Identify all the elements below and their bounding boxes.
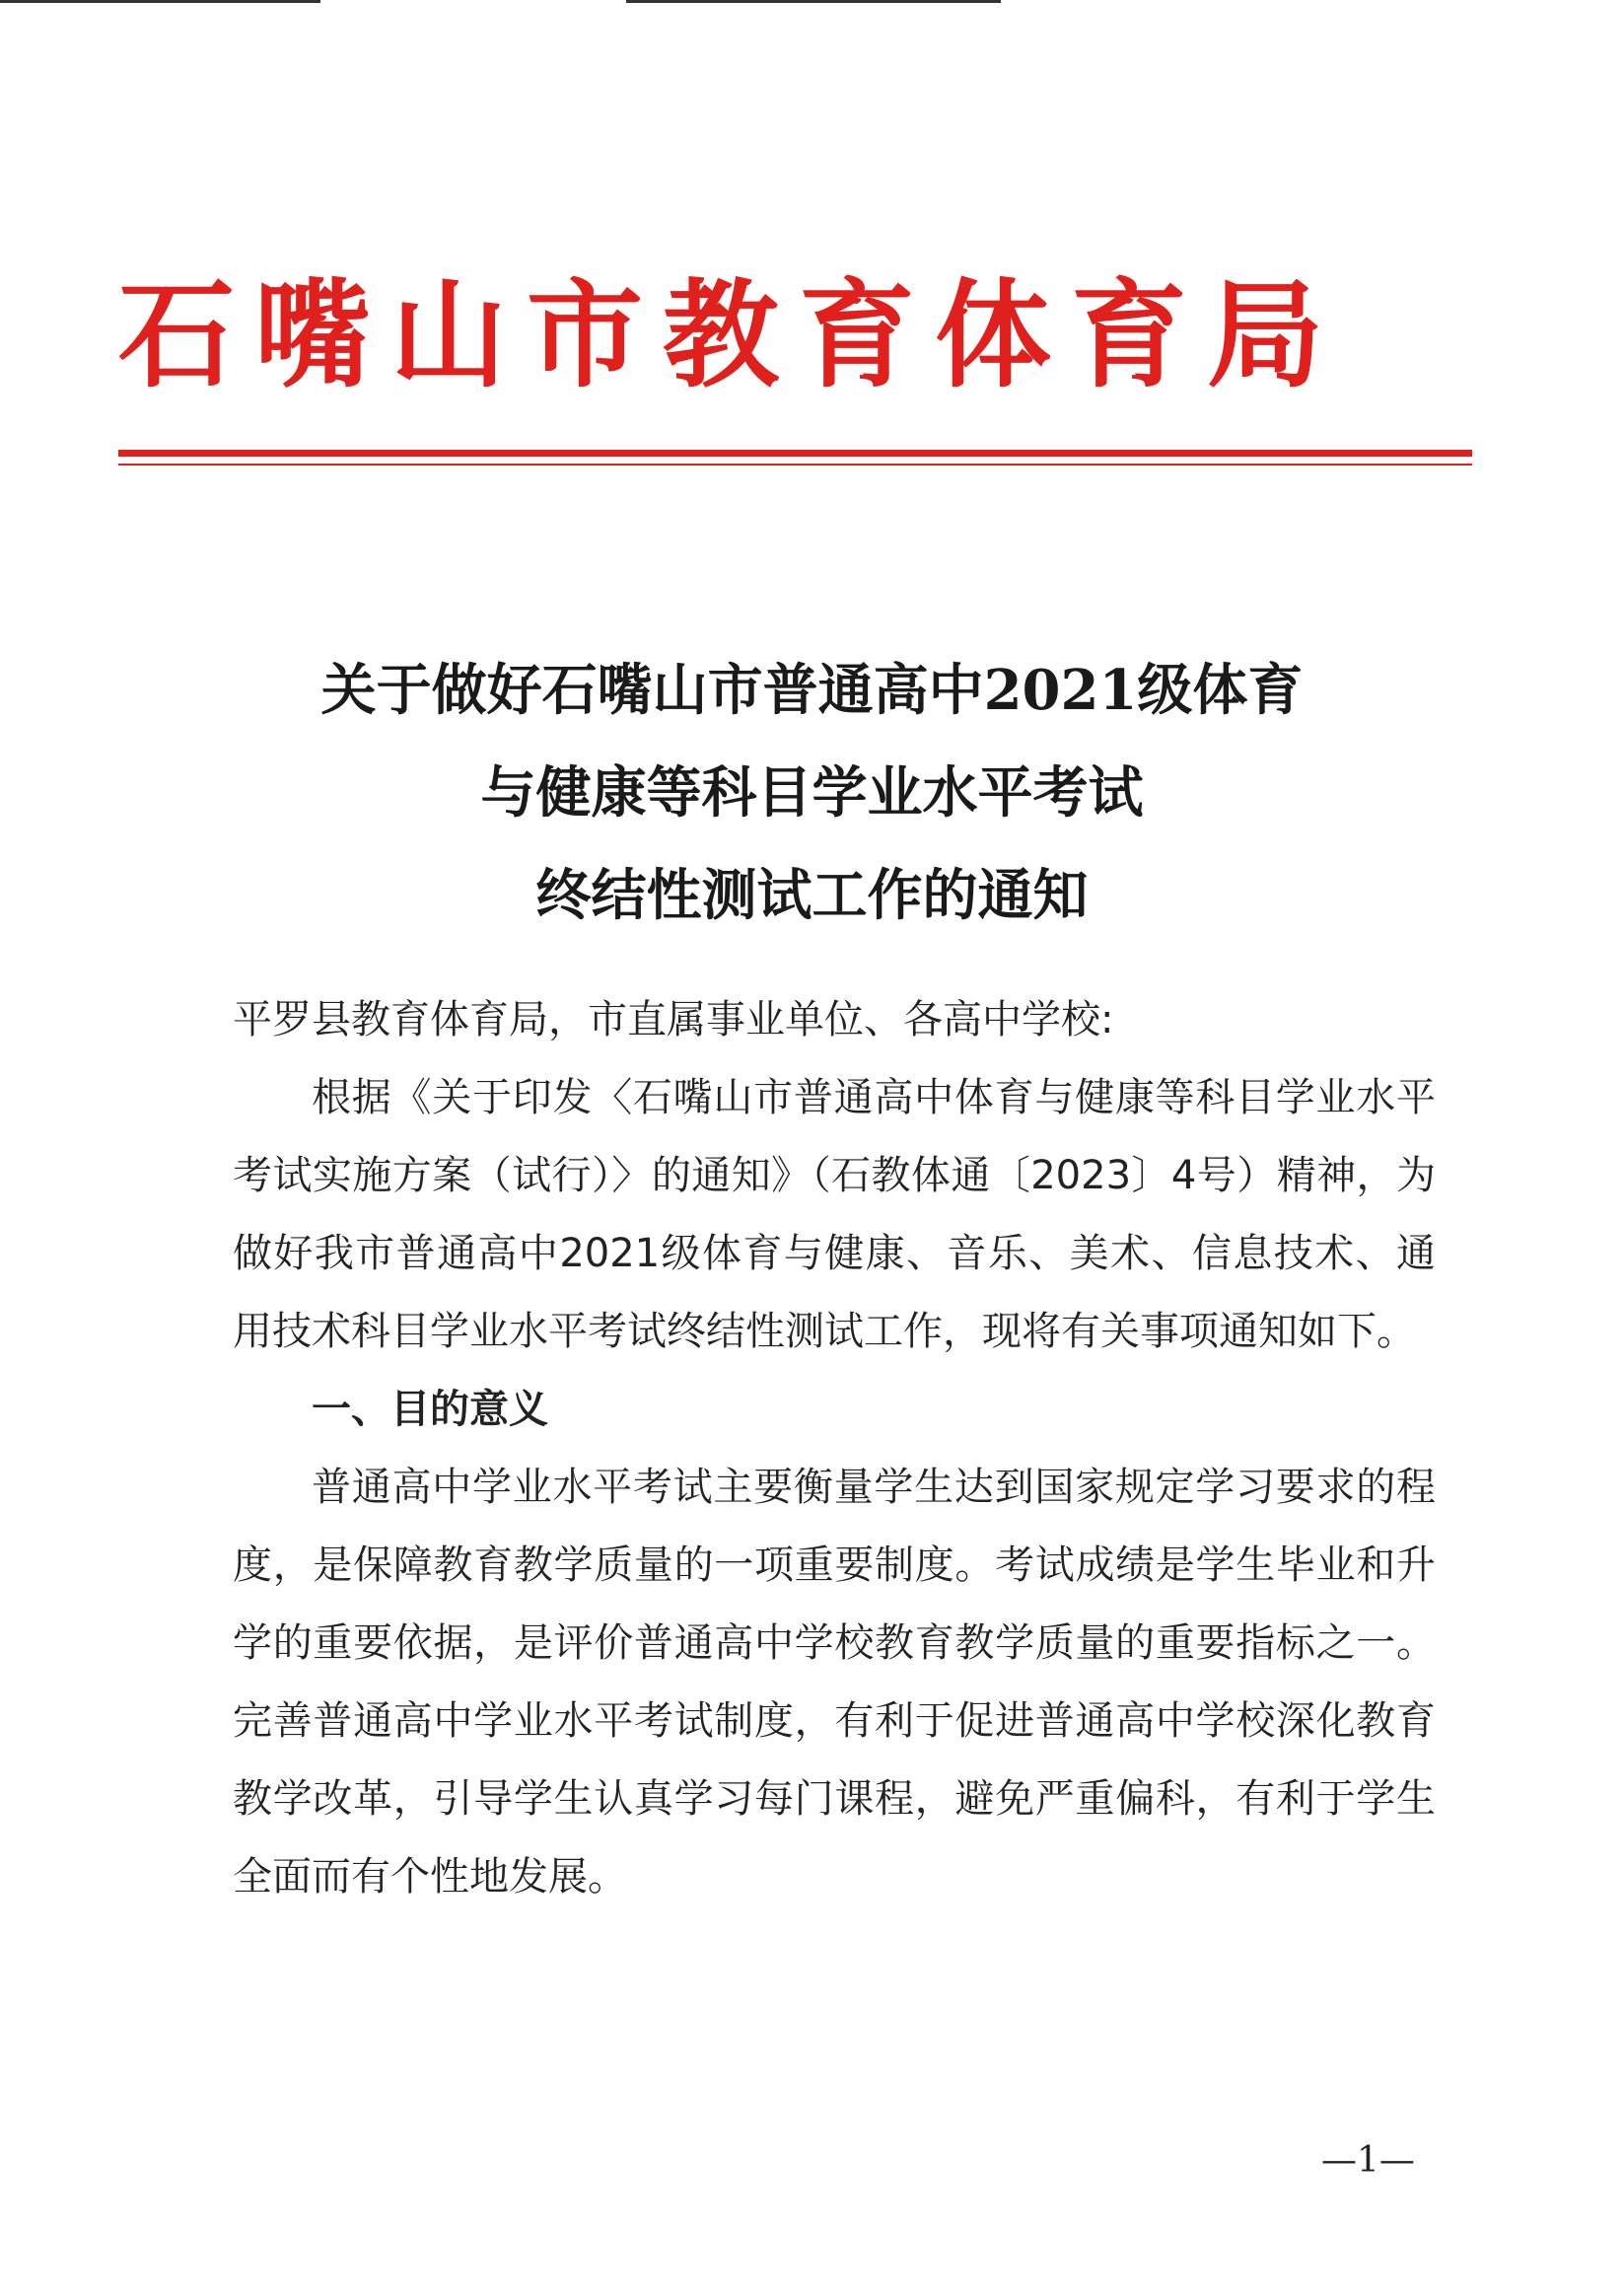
scan-edge-mark-left	[0, 0, 320, 3]
intro-paragraph: 根据《关于印发〈石嘴山市普通高中体育与健康等科目学业水平考试实施方案（试行）〉的通知》（石教体通〔2023〕4号）精神，为做好我市普通高中2021级体育与健康、音乐、美术、信息技术、通用技术科目学业水平考试终结性测试工作，现将有关事项通知如下。	[233, 1075, 1436, 1354]
page-number: —1—	[1321, 2140, 1415, 2181]
section-1-heading: 一、目的意义	[312, 1387, 548, 1432]
document-title-line-2: 与健康等科目学业水平考试	[480, 760, 1144, 825]
document-title-line-3: 终结性测试工作的通知	[535, 863, 1089, 928]
section-1-paragraph: 普通高中学业水平考试主要衡量学生达到国家规定学习要求的程度，是保障教育教学质量的一项重要制度。考试成绩是学生毕业和升学的重要依据，是评价普通高中学校教育教学质量的重要指标之一。完善普通高中学业水平考试制度，有利于促进普通高中学校深化教育教学改革，引导学生认真学习每门课程，避免严重偏科，有利于学生全面而有个性地发展。	[233, 1465, 1436, 1900]
letterhead-rule-thin	[118, 464, 1472, 466]
document-title-line-1: 关于做好石嘴山市普通高中2021级体育	[320, 658, 1304, 723]
document-body	[233, 981, 1436, 1916]
scan-edge-mark-right	[626, 0, 1001, 3]
recipients-line: 平罗县教育体育局，市直属事业单位、各高中学校:	[233, 997, 1114, 1042]
letterhead-org-name: 石嘴山市教育体育局	[118, 266, 1344, 403]
document-title	[177, 639, 1447, 947]
letterhead-rule-thick	[118, 450, 1472, 457]
